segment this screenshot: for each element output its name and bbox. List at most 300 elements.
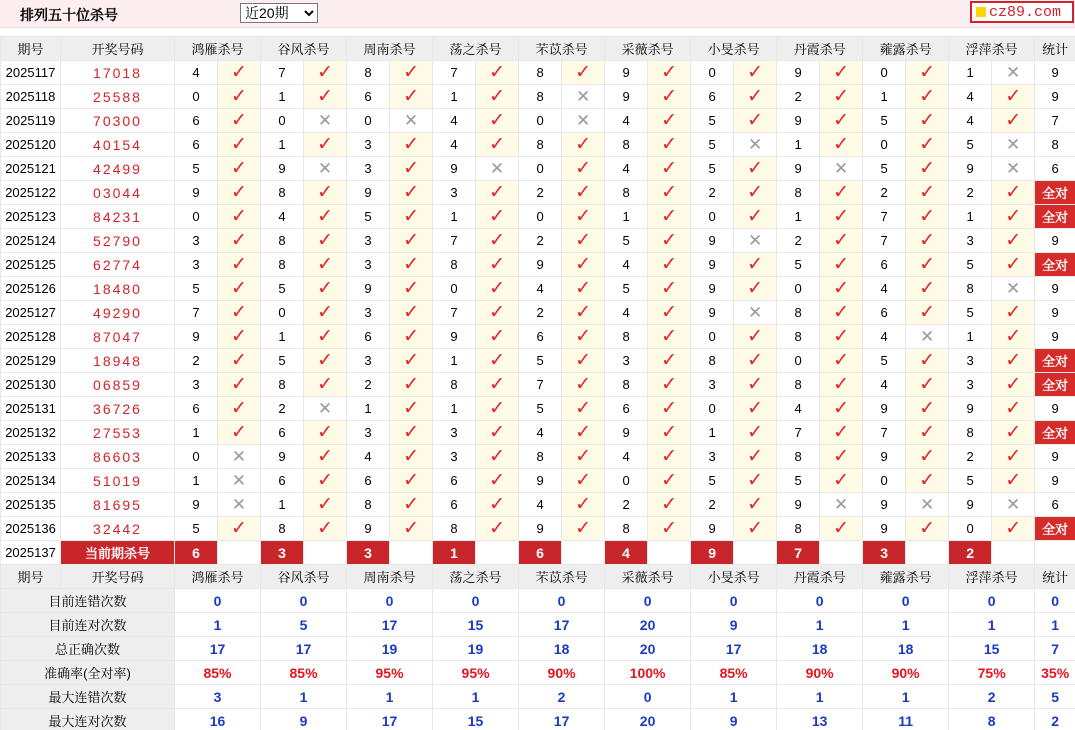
kill-number-cell: 0 [433,277,476,301]
kill-number-cell: 3 [949,349,992,373]
empty-cell [734,541,777,565]
summary-row [1,589,1075,613]
column-header: 小旻杀号 [691,37,777,61]
kill-number-cell: 3 [433,421,476,445]
summary-value: 85% [175,661,261,685]
current-kill-number: 6 [519,541,562,565]
kill-number-cell: 2 [175,349,218,373]
check-mark-icon: ✓ [820,397,863,421]
page-title: 排列五十位杀号 [20,7,118,23]
summary-value: 0 [175,589,261,613]
check-mark-icon: ✓ [648,253,691,277]
check-mark-icon: ✓ [734,277,777,301]
kill-number-cell: 4 [519,277,562,301]
check-mark-icon: ✓ [476,373,519,397]
current-kill-number: 6 [175,541,218,565]
check-mark-icon: ✓ [820,85,863,109]
logo-text: cz89.com [989,3,1062,21]
kill-number-cell: 9 [347,517,390,541]
check-mark-icon: ✓ [734,325,777,349]
kill-number-cell: 6 [863,253,906,277]
check-mark-icon: ✓ [476,445,519,469]
draw-number-cell: 32442 [61,517,175,541]
check-mark-icon: ✓ [304,445,347,469]
table-row [1,205,1075,229]
kill-number-cell: 3 [175,253,218,277]
kill-number-cell: 5 [863,109,906,133]
table-row [1,493,1075,517]
check-mark-icon: ✓ [476,349,519,373]
kill-number-cell: 0 [261,109,304,133]
summary-value: 18 [777,637,863,661]
kill-number-cell: 7 [863,229,906,253]
cross-mark-icon: ✕ [562,85,605,109]
check-mark-icon: ✓ [304,373,347,397]
summary-value: 15 [949,637,1035,661]
draw-number-cell: 42499 [61,157,175,181]
check-mark-icon: ✓ [734,445,777,469]
cross-mark-icon: ✕ [304,397,347,421]
correct-count-cell: 9 [1035,85,1075,109]
correct-count-cell: 6 [1035,493,1075,517]
empty-cell [218,541,261,565]
empty-cell [992,541,1035,565]
kill-number-cell: 6 [261,421,304,445]
kill-number-cell: 8 [777,301,820,325]
kill-number-cell: 7 [433,229,476,253]
all-correct-badge: 全对 [1035,421,1075,445]
check-mark-icon: ✓ [734,205,777,229]
table-row [1,349,1075,373]
check-mark-icon: ✓ [390,373,433,397]
table-row [1,421,1075,445]
kill-number-cell: 5 [347,205,390,229]
check-mark-icon: ✓ [562,253,605,277]
kill-number-cell: 9 [691,253,734,277]
kill-number-cell: 5 [691,109,734,133]
check-mark-icon: ✓ [390,421,433,445]
kill-number-cell: 9 [949,397,992,421]
summary-value: 2 [519,685,605,709]
kill-number-cell: 8 [777,517,820,541]
check-mark-icon: ✓ [648,109,691,133]
kill-number-cell: 0 [347,109,390,133]
check-mark-icon: ✓ [390,133,433,157]
column-header: 开奖号码 [61,565,175,589]
check-mark-icon: ✓ [218,229,261,253]
column-header: 小旻杀号 [691,565,777,589]
kill-number-cell: 5 [777,469,820,493]
kill-number-cell: 2 [519,229,562,253]
check-mark-icon: ✓ [648,373,691,397]
check-mark-icon: ✓ [734,493,777,517]
correct-count-cell: 9 [1035,61,1075,85]
check-mark-icon: ✓ [648,397,691,421]
kill-number-cell: 3 [175,373,218,397]
kill-number-cell: 8 [949,277,992,301]
column-header: 采薇杀号 [605,565,691,589]
draw-number-cell: 27553 [61,421,175,445]
table-row [1,157,1075,181]
cross-mark-icon: ✕ [820,493,863,517]
check-mark-icon: ✓ [648,157,691,181]
cross-mark-icon: ✕ [304,109,347,133]
draw-number-cell: 84231 [61,205,175,229]
kill-number-cell: 3 [175,229,218,253]
check-mark-icon: ✓ [390,61,433,85]
kill-number-cell: 5 [691,157,734,181]
check-mark-icon: ✓ [304,349,347,373]
kill-number-cell: 9 [519,469,562,493]
check-mark-icon: ✓ [734,253,777,277]
column-header: 周南杀号 [347,565,433,589]
kill-number-cell: 0 [519,205,562,229]
kill-number-cell: 8 [433,253,476,277]
check-mark-icon: ✓ [562,301,605,325]
draw-number-cell: 40154 [61,133,175,157]
kill-number-cell: 1 [347,397,390,421]
check-mark-icon: ✓ [906,181,949,205]
check-mark-icon: ✓ [218,373,261,397]
summary-value: 17 [519,709,605,730]
kill-number-cell: 8 [777,325,820,349]
kill-number-cell: 8 [949,421,992,445]
kill-number-cell: 4 [863,373,906,397]
check-mark-icon: ✓ [304,133,347,157]
current-kill-number: 4 [605,541,648,565]
kill-number-cell: 1 [433,397,476,421]
kill-number-cell: 7 [777,421,820,445]
check-mark-icon: ✓ [820,253,863,277]
check-mark-icon: ✓ [648,493,691,517]
kill-number-cell: 4 [175,61,218,85]
kill-number-cell: 1 [261,325,304,349]
summary-value: 0 [519,589,605,613]
current-kill-number: 3 [261,541,304,565]
summary-value: 17 [347,709,433,730]
check-mark-icon: ✓ [218,157,261,181]
current-kill-number: 3 [863,541,906,565]
kill-number-cell: 9 [519,517,562,541]
kill-number-cell: 3 [347,133,390,157]
summary-value: 1 [433,685,519,709]
check-mark-icon: ✓ [648,469,691,493]
check-mark-icon: ✓ [562,373,605,397]
kill-number-cell: 3 [347,157,390,181]
check-mark-icon: ✓ [992,349,1035,373]
summary-row [1,661,1075,685]
summary-value: 35% [1035,661,1075,685]
kill-number-cell: 1 [949,61,992,85]
summary-value: 0 [777,589,863,613]
correct-count-cell: 9 [1035,325,1075,349]
correct-count-cell: 9 [1035,445,1075,469]
period-cell: 2025118 [1,85,61,109]
check-mark-icon: ✓ [906,85,949,109]
table-row [1,109,1075,133]
cross-mark-icon: ✕ [304,157,347,181]
kill-number-cell: 5 [519,397,562,421]
summary-value: 90% [519,661,605,685]
summary-value: 1 [777,685,863,709]
check-mark-icon: ✓ [820,133,863,157]
check-mark-icon: ✓ [562,157,605,181]
kill-number-cell: 3 [949,373,992,397]
summary-row [1,637,1075,661]
summary-value: 1 [261,685,347,709]
kill-number-cell: 4 [519,421,562,445]
check-mark-icon: ✓ [476,397,519,421]
check-mark-icon: ✓ [390,493,433,517]
kill-number-cell: 4 [433,133,476,157]
kill-number-cell: 9 [433,325,476,349]
check-mark-icon: ✓ [476,517,519,541]
table-row [1,133,1075,157]
check-mark-icon: ✓ [992,205,1035,229]
column-header: 蕹露杀号 [863,37,949,61]
column-header: 开奖号码 [61,37,175,61]
summary-label: 总正确次数 [1,637,175,661]
check-mark-icon: ✓ [992,445,1035,469]
summary-label: 准确率(全对率) [1,661,175,685]
column-header: 荡之杀号 [433,37,519,61]
check-mark-icon: ✓ [648,517,691,541]
kill-number-cell: 1 [261,85,304,109]
period-range-select[interactable] [240,3,318,23]
kill-number-cell: 7 [261,61,304,85]
summary-value: 16 [175,709,261,730]
check-mark-icon: ✓ [820,517,863,541]
check-mark-icon: ✓ [218,349,261,373]
summary-row [1,613,1075,637]
kill-number-cell: 9 [863,397,906,421]
check-mark-icon: ✓ [992,397,1035,421]
correct-count-cell: 9 [1035,397,1075,421]
kill-number-cell: 6 [175,133,218,157]
correct-count-cell: 9 [1035,229,1075,253]
summary-value: 8 [949,709,1035,730]
check-mark-icon: ✓ [218,397,261,421]
cross-mark-icon: ✕ [218,469,261,493]
column-header: 统计 [1035,37,1075,61]
summary-value: 17 [261,637,347,661]
check-mark-icon: ✓ [648,133,691,157]
draw-number-cell: 18948 [61,349,175,373]
check-mark-icon: ✓ [562,61,605,85]
check-mark-icon: ✓ [992,421,1035,445]
kill-number-cell: 2 [261,397,304,421]
summary-value: 1 [347,685,433,709]
correct-count-cell: 9 [1035,301,1075,325]
kill-number-cell: 9 [863,517,906,541]
summary-value: 1 [863,613,949,637]
check-mark-icon: ✓ [390,445,433,469]
summary-value: 90% [777,661,863,685]
check-mark-icon: ✓ [906,229,949,253]
kill-number-cell: 1 [777,205,820,229]
column-header: 谷风杀号 [261,37,347,61]
kill-number-cell: 4 [433,109,476,133]
summary-label: 最大连对次数 [1,709,175,730]
kill-number-cell: 0 [691,325,734,349]
kill-number-cell: 4 [949,109,992,133]
check-mark-icon: ✓ [218,325,261,349]
kill-number-cell: 3 [605,349,648,373]
column-header: 蕹露杀号 [863,565,949,589]
kill-number-cell: 0 [519,157,562,181]
kill-number-cell: 2 [347,373,390,397]
check-mark-icon: ✓ [820,181,863,205]
summary-value: 2 [1035,709,1075,730]
check-mark-icon: ✓ [734,157,777,181]
summary-value: 0 [1035,589,1075,613]
kill-number-cell: 4 [777,397,820,421]
check-mark-icon: ✓ [218,517,261,541]
check-mark-icon: ✓ [218,205,261,229]
check-mark-icon: ✓ [648,301,691,325]
check-mark-icon: ✓ [906,373,949,397]
kill-number-cell: 8 [519,445,562,469]
empty-cell [304,541,347,565]
kill-number-cell: 8 [605,373,648,397]
check-mark-icon: ✓ [906,349,949,373]
draw-number-cell: 52790 [61,229,175,253]
kill-number-cell: 4 [863,277,906,301]
draw-number-cell: 17018 [61,61,175,85]
kill-number-cell: 1 [261,493,304,517]
cross-mark-icon: ✕ [218,493,261,517]
check-mark-icon: ✓ [648,205,691,229]
check-mark-icon: ✓ [476,205,519,229]
draw-number-cell: 03044 [61,181,175,205]
table-row [1,397,1075,421]
kill-number-cell: 6 [347,85,390,109]
check-mark-icon: ✓ [218,133,261,157]
kill-number-cell: 9 [777,61,820,85]
check-mark-icon: ✓ [218,61,261,85]
summary-value: 5 [261,613,347,637]
kill-number-cell: 1 [691,421,734,445]
kill-number-cell: 0 [863,469,906,493]
check-mark-icon: ✓ [648,445,691,469]
check-mark-icon: ✓ [304,301,347,325]
summary-value: 2 [949,685,1035,709]
table-row [1,469,1075,493]
check-mark-icon: ✓ [906,61,949,85]
check-mark-icon: ✓ [648,85,691,109]
check-mark-icon: ✓ [992,469,1035,493]
check-mark-icon: ✓ [734,85,777,109]
kill-number-cell: 8 [605,133,648,157]
kill-number-cell: 8 [433,517,476,541]
check-mark-icon: ✓ [820,109,863,133]
table-row [1,253,1075,277]
kill-number-cell: 0 [863,133,906,157]
kill-number-cell: 6 [433,493,476,517]
draw-number-cell: 87047 [61,325,175,349]
draw-number-cell: 36726 [61,397,175,421]
cross-mark-icon: ✕ [734,133,777,157]
check-mark-icon: ✓ [648,277,691,301]
check-mark-icon: ✓ [218,109,261,133]
kill-number-cell: 9 [347,277,390,301]
kill-number-cell: 7 [433,61,476,85]
kill-number-cell: 5 [261,277,304,301]
check-mark-icon: ✓ [906,517,949,541]
kill-number-cell: 0 [691,205,734,229]
table-footer-header-row [1,565,1075,589]
empty-cell [1035,541,1075,565]
check-mark-icon: ✓ [734,421,777,445]
kill-number-cell: 8 [261,229,304,253]
current-period-cell: 2025137 [1,541,61,565]
site-logo[interactable] [970,1,1074,23]
empty-cell [906,541,949,565]
current-kill-number: 1 [433,541,476,565]
kill-number-cell: 8 [261,181,304,205]
check-mark-icon: ✓ [906,469,949,493]
kill-number-cell: 6 [519,325,562,349]
period-cell: 2025134 [1,469,61,493]
check-mark-icon: ✓ [476,109,519,133]
summary-value: 85% [261,661,347,685]
period-cell: 2025124 [1,229,61,253]
check-mark-icon: ✓ [476,61,519,85]
summary-value: 5 [1035,685,1075,709]
check-mark-icon: ✓ [562,445,605,469]
kill-number-cell: 6 [175,109,218,133]
period-cell: 2025122 [1,181,61,205]
table-row [1,325,1075,349]
check-mark-icon: ✓ [992,301,1035,325]
column-header: 鸿雁杀号 [175,565,261,589]
kill-number-cell: 9 [605,421,648,445]
cross-mark-icon: ✕ [476,157,519,181]
check-mark-icon: ✓ [906,397,949,421]
period-cell: 2025125 [1,253,61,277]
summary-value: 15 [433,613,519,637]
check-mark-icon: ✓ [218,253,261,277]
kill-number-cell: 2 [691,493,734,517]
kill-number-cell: 2 [777,229,820,253]
kill-number-cell: 2 [605,493,648,517]
summary-value: 0 [691,589,777,613]
summary-value: 90% [863,661,949,685]
column-header: 鸿雁杀号 [175,37,261,61]
kill-number-cell: 5 [261,349,304,373]
kill-number-cell: 9 [777,109,820,133]
check-mark-icon: ✓ [648,325,691,349]
kill-number-cell: 5 [777,253,820,277]
all-correct-badge: 全对 [1035,373,1075,397]
period-cell: 2025135 [1,493,61,517]
draw-number-cell: 81695 [61,493,175,517]
cross-mark-icon: ✕ [390,109,433,133]
cross-mark-icon: ✕ [218,445,261,469]
summary-value: 17 [347,613,433,637]
check-mark-icon: ✓ [734,469,777,493]
kill-number-cell: 5 [949,133,992,157]
summary-value: 18 [519,637,605,661]
kill-number-cell: 9 [605,61,648,85]
check-mark-icon: ✓ [304,421,347,445]
table-header-row [1,37,1075,61]
summary-value: 0 [605,685,691,709]
column-header: 丹霞杀号 [777,37,863,61]
check-mark-icon: ✓ [390,325,433,349]
check-mark-icon: ✓ [476,85,519,109]
kill-number-cell: 9 [261,157,304,181]
